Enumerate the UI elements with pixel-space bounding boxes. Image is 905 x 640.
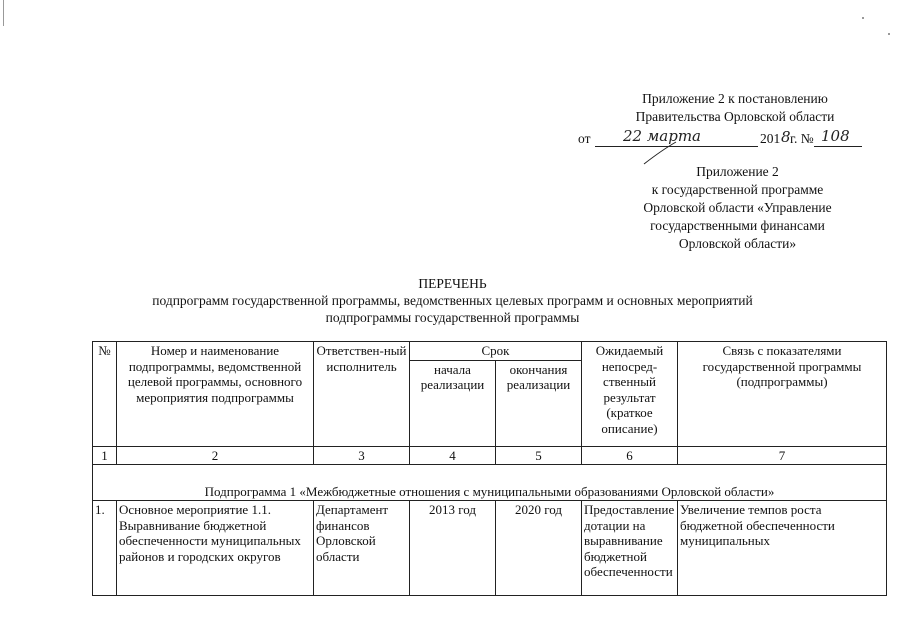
column-number: 1 [93,446,117,465]
row-link: Увеличение темпов роста бюджетной обеспеченности муниципальных [678,501,887,596]
header-num: № [93,342,117,447]
header-link: Связь с показателями государственной программы (подпрограммы) [678,342,887,447]
appendix-line-4: государственными финансами [650,218,825,233]
subprograms-table [92,341,887,596]
column-number: 7 [678,446,887,465]
header-end: окончания реализации [496,360,582,446]
row-name: Основное мероприятие 1.1. Выравнивание бюджетной обеспеченности муниципальных районов и городских округов [117,501,314,596]
document-subtitle-1: подпрограмм государственной программы, ведомственных целевых программ и основных мероприятий [152,293,753,308]
column-number: 3 [314,446,410,465]
year-text: 201 [760,131,781,146]
appendix-line-1: Приложение 2 [696,164,779,179]
header-result: Ожидаемый непосред-ственный результат (краткое описание) [582,342,678,447]
row-responsible: Департамент финансов Орловской области [314,501,410,596]
handwritten-number: 108 [821,127,850,145]
appendix-line-2: к государственной программе [651,182,824,197]
appendix-line-3: Орловской области «Управление [643,200,832,215]
resolution-reference [600,90,870,126]
column-number: 6 [582,446,678,465]
resolution-date-line [578,127,868,149]
header-start: начала реализации [410,360,496,446]
column-number: 4 [410,446,496,465]
header-name: Номер и наименование подпрограммы, ведомственной целевой программы, основного мероприятия подпрограммы [117,342,314,447]
subprogram-title: Подпрограмма 1 «Межбюджетные отношения с муниципальными образованиями Орловской области» [93,465,887,501]
resolution-line-2: Правительства Орловской области [635,109,835,124]
table-row [93,501,887,596]
scan-edge-mark [3,0,4,26]
number-sign: г. № [790,131,814,146]
header-term: Срок [410,342,582,361]
header-responsible: Ответствен-ный исполнитель [314,342,410,447]
column-numbers-row [93,446,887,465]
document-title: ПЕРЕЧЕНЬ [418,276,487,291]
handwritten-date: 22 марта [623,127,702,145]
document-subtitle-2: подпрограммы государственной программы [325,310,580,325]
column-number: 5 [496,446,582,465]
number-underline [814,146,862,147]
appendix-line-5: Орловской области» [678,236,797,251]
appendix-reference [595,163,880,253]
row-num: 1. [93,501,117,596]
row-result: Предоставление дотации на выравнивание бюджетной обеспеченности [582,501,678,596]
row-start: 2013 год [410,501,496,596]
scan-dot [888,33,890,35]
scan-dot [862,17,864,19]
handwritten-year-digit: 8 [781,128,791,146]
resolution-line-1: Приложение 2 к постановлению [642,91,828,106]
row-end: 2020 год [496,501,582,596]
column-number: 2 [117,446,314,465]
from-prefix: от [578,131,591,146]
